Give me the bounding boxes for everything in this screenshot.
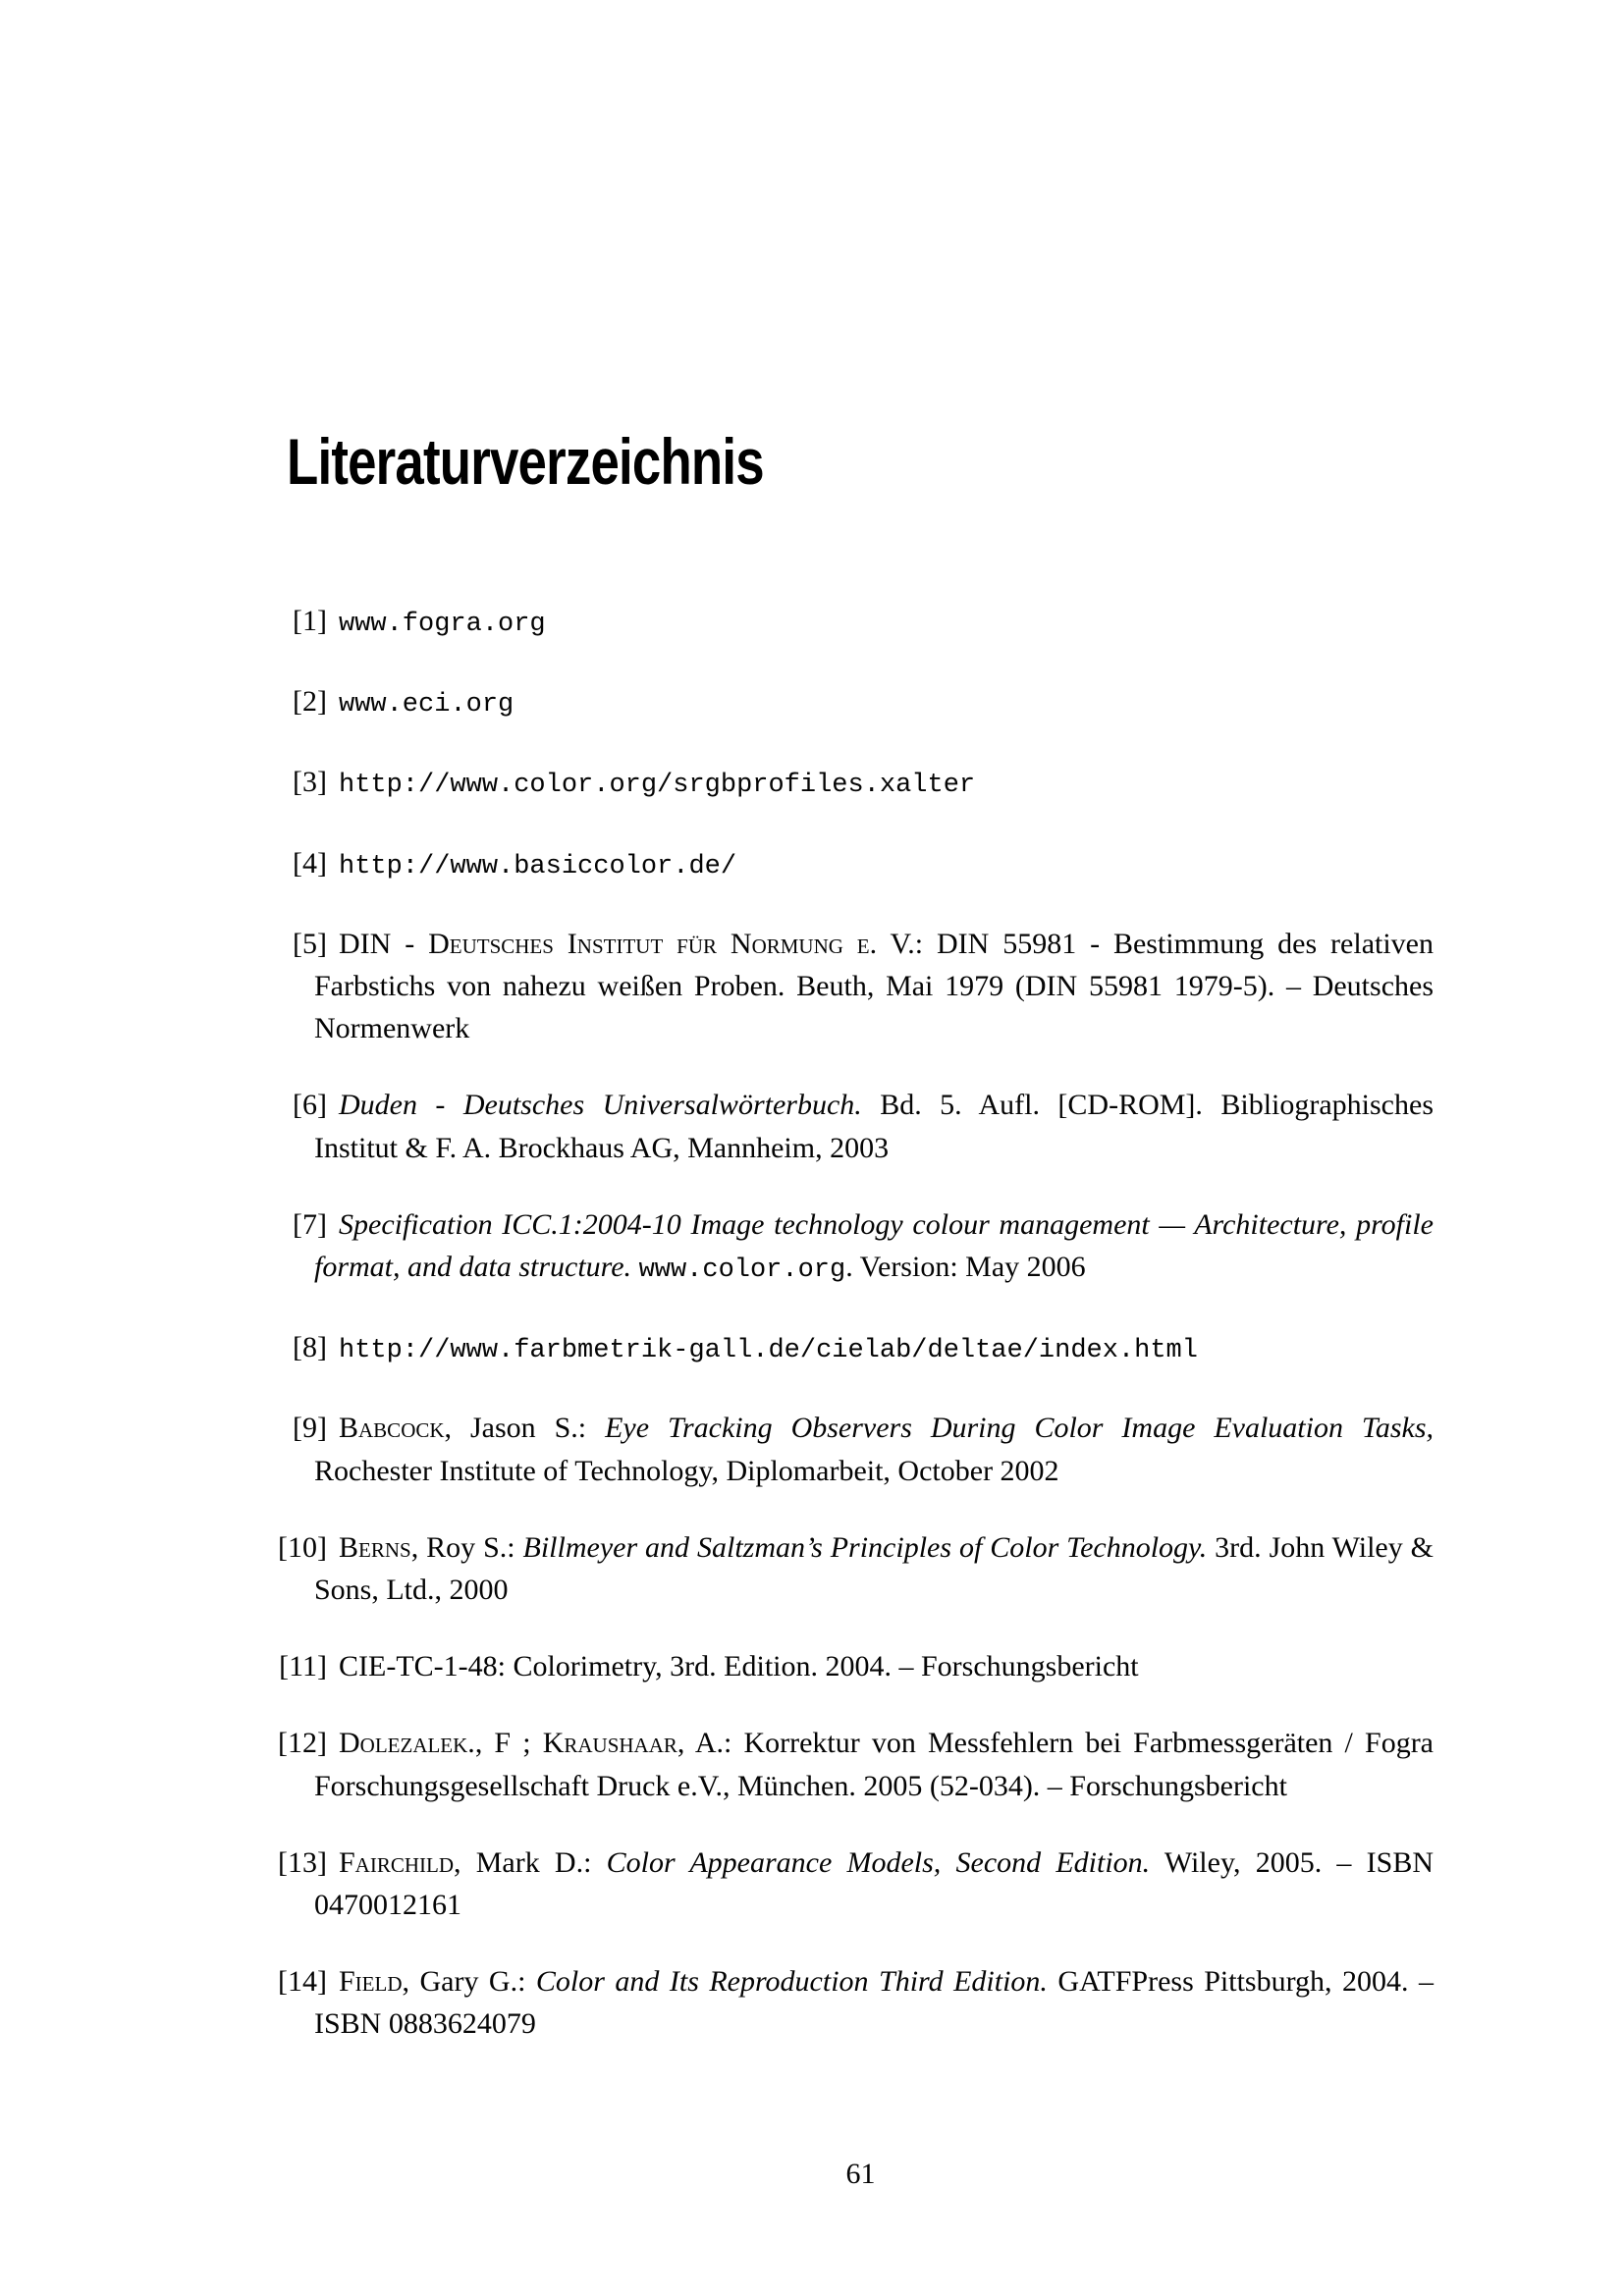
reference-text-smallcaps: Field bbox=[339, 1965, 403, 1999]
reference-list bbox=[278, 600, 1435, 2046]
reference-text-normal: , Roy S.: bbox=[410, 1530, 523, 1564]
reference-label: [9] bbox=[293, 1412, 327, 1445]
reference-text-smallcaps: Fairchild bbox=[339, 1845, 455, 1879]
reference-text-normal: Wiley, 2005. – ISBN 0470012161 bbox=[314, 1845, 1434, 1922]
reference-item bbox=[278, 1526, 1434, 1611]
reference-text-normal: , A.: Korrektur von Messfehlern bei Farbmessgeräten / Fogra Forschungsgesellschaft Druck e.V., München. 2005 (52-034). – Forschungsbericht bbox=[314, 1727, 1434, 1802]
reference-text-normal: Rochester Institute of Technology, Diplomarbeit, October 2002 bbox=[314, 1454, 1059, 1487]
reference-item bbox=[293, 923, 1434, 1050]
reference-text-normal bbox=[631, 1251, 639, 1283]
reference-text-smallcaps: Kraushaar bbox=[542, 1727, 677, 1760]
reference-item bbox=[293, 842, 1434, 888]
reference-text-italic: Color and Its Reproduction Third Edition. bbox=[535, 1965, 1048, 1999]
reference-item bbox=[293, 680, 1434, 726]
page-number: 61 bbox=[845, 2158, 876, 2190]
reference-item bbox=[278, 1722, 1434, 1806]
reference-text-italic: Eye Tracking Observers During Color Image Evaluation Tasks, bbox=[605, 1412, 1435, 1445]
reference-text-mono: http://www.basiccolor.de/ bbox=[339, 851, 737, 881]
reference-text-mono: http://www.farbmetrik-gall.de/cielab/deltae/index.html bbox=[339, 1336, 1198, 1366]
reference-text-smallcaps: DIN - Deutsches Institut für Normung e. V. bbox=[339, 927, 915, 960]
reference-item bbox=[279, 1645, 1434, 1687]
reference-text-normal: 3rd. John Wiley & Sons, Ltd., 2000 bbox=[314, 1530, 1434, 1607]
reference-text-italic: Billmeyer and Saltzman’s Principles of Color Technology. bbox=[522, 1530, 1208, 1564]
reference-label: [1] bbox=[293, 605, 327, 637]
reference-text-mono: www.eci.org bbox=[339, 690, 514, 721]
reference-item bbox=[278, 1842, 1434, 1926]
reference-text-mono: www.fogra.org bbox=[339, 610, 546, 639]
reference-text-italic: Duden - Deutsches Universalwörterbuch. bbox=[339, 1089, 862, 1122]
reference-label: [6] bbox=[293, 1089, 327, 1122]
reference-item bbox=[278, 1960, 1434, 2045]
reference-text-normal: . Version: May 2006 bbox=[845, 1251, 1086, 1284]
reference-text-smallcaps: Babcock bbox=[339, 1412, 445, 1445]
reference-text-smallcaps: Dolezalek. bbox=[339, 1727, 475, 1760]
reference-item bbox=[293, 1407, 1435, 1491]
reference-text-italic: Specification ICC.1:2004-10 Image technology colour management — Architecture, profile format, and data structure. bbox=[314, 1207, 1434, 1284]
reference-item bbox=[293, 1084, 1434, 1168]
reference-text-normal: , Jason S.: bbox=[444, 1412, 606, 1445]
reference-item bbox=[293, 600, 1434, 646]
reference-text-normal: Bd. 5. Aufl. [CD-ROM]. Bibliographisches Institut & F. A. Brockhaus AG, Mannheim, 2003 bbox=[314, 1089, 1434, 1164]
reference-label: [14] bbox=[278, 1965, 327, 1999]
reference-label: [11] bbox=[279, 1650, 327, 1683]
reference-item bbox=[293, 1203, 1434, 1292]
reference-item bbox=[293, 761, 1434, 807]
reference-label: [2] bbox=[293, 685, 327, 719]
reference-label: [4] bbox=[293, 846, 327, 880]
reference-label: [8] bbox=[293, 1331, 327, 1364]
reference-text-normal: , F ; bbox=[474, 1727, 543, 1760]
reference-text-mono: http://www.color.org/srgbprofiles.xalter bbox=[339, 771, 976, 801]
reference-label: [7] bbox=[293, 1207, 327, 1241]
reference-label: [3] bbox=[293, 766, 327, 799]
reference-label: [5] bbox=[293, 927, 327, 960]
reference-label: [13] bbox=[278, 1845, 327, 1879]
reference-label: [10] bbox=[278, 1530, 327, 1564]
reference-text-normal: GATFPress Pittsburgh, 2004. – ISBN 0883624079 bbox=[314, 1965, 1434, 2041]
reference-label: [12] bbox=[278, 1727, 327, 1760]
reference-text-normal: : DIN 55981 - Bestimmung des relativen Farbstichs von nahezu weißen Proben. Beuth, Mai 1979 (DIN 55981 1979-5). – Deutsches Normenwerk bbox=[314, 927, 1434, 1045]
page-title: Literaturverzeichnis bbox=[287, 425, 764, 498]
reference-text-normal: , Gary G.: bbox=[402, 1965, 536, 1999]
reference-item bbox=[293, 1326, 1434, 1372]
reference-text-normal: CIE-TC-1-48: Colorimetry, 3rd. Edition. 2004. – Forschungsbericht bbox=[339, 1650, 1139, 1683]
reference-text-normal: , Mark D.: bbox=[454, 1845, 607, 1879]
reference-text-smallcaps: Berns bbox=[339, 1530, 411, 1564]
reference-text-italic: Color Appearance Models, Second Edition. bbox=[606, 1845, 1151, 1879]
reference-text-mono: www.color.org bbox=[638, 1255, 846, 1286]
